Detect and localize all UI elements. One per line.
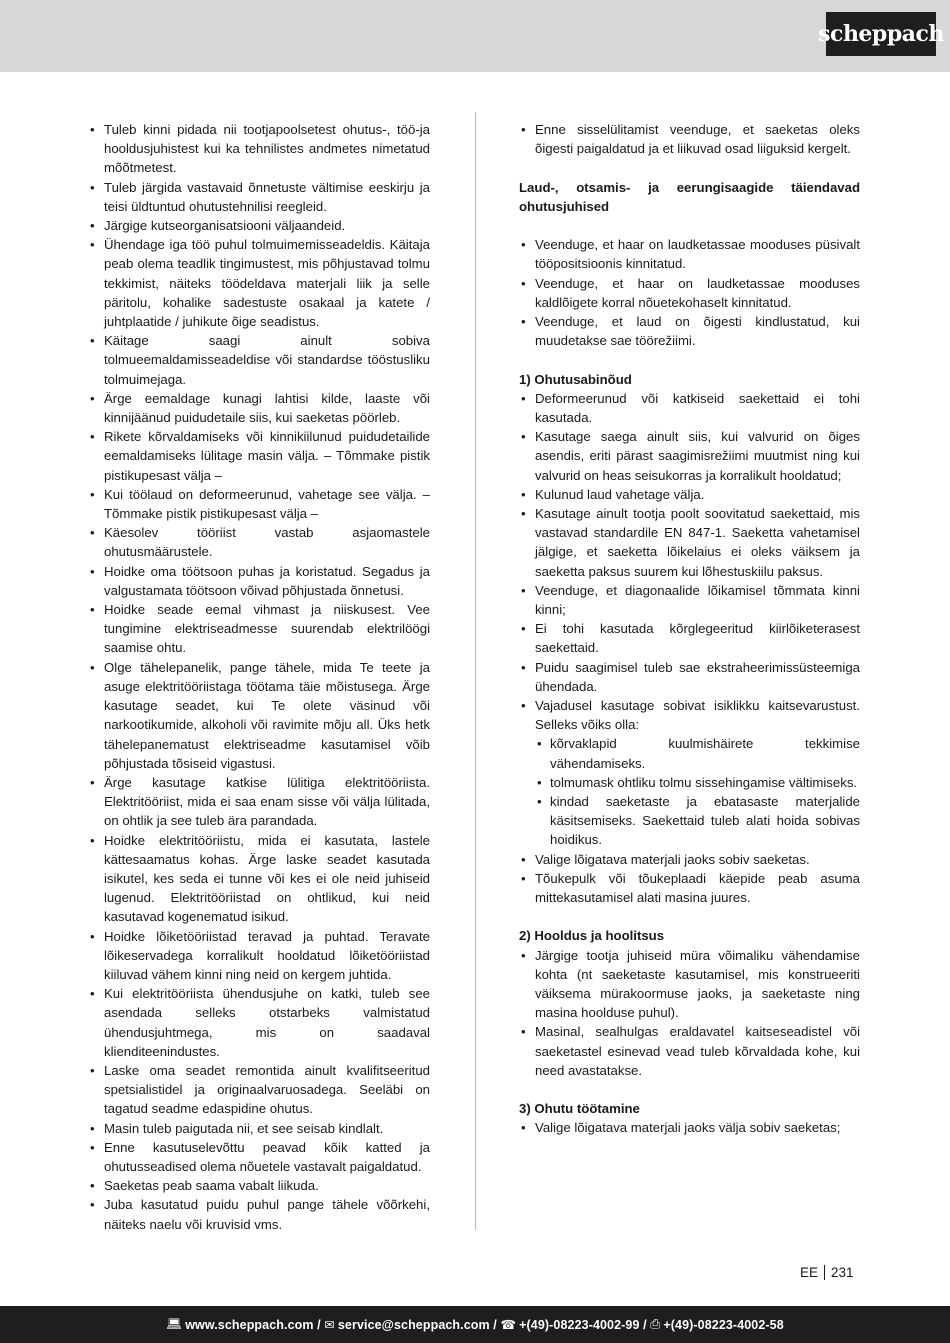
list-item: • Kui elektritööriista ühendusjuhe on katki, tuleb see asendada selleks otstarbeks valmistatud ühendusjuhtmega, mis on saadaval klienditeenindustes. [88,984,430,1061]
left-column [88,120,430,1234]
footer-phone: +(49)-08223-4002-99 / [519,1317,647,1332]
list-item: • Kui töölaud on deformeerunud, vahetage see välja. – Tõmmake pistik pistikupesast välja – [88,485,430,523]
list-item: • Tõukepulk või tõukeplaadi käepide peab asuma mittekasutamisel alati masina juures. [519,869,860,907]
list-item: • Juba kasutatud puidu puhul pange tähele võõrkehi, näiteks naelu või kruvisid vms. [88,1195,430,1233]
additional-bullet-list [519,235,860,350]
list-item: • Tuleb järgida vastavaid õnnetuste vältimise eeskirju ja teisi üldtuntud ohutustehnilisi reegleid. [88,178,430,216]
footer-website[interactable]: www.scheppach.com / [185,1317,321,1332]
list-item: • Ärge eemaldage kunagi lahtisi kilde, laaste või kinnijäänud puidudetaile siis, kui saeketas pöörleb. [88,389,430,427]
list-item: • Puidu saagimisel tuleb sae ekstraheerimissüsteemiga ühendada. [519,658,860,696]
language-code: EE [800,1265,819,1280]
sub-list-item: • tolmumask ohtliku tolmu sissehingamise vältimiseks. [535,773,860,792]
list-item: • Käitage saagi ainult sobiva tolmueemaldamisseadeldise või standardse tööstusliku tolmuimejaga. [88,331,430,389]
left-bullet-list [88,120,430,1234]
footer-fax: +(49)-08223-4002-58 [663,1317,784,1332]
list-item: • Veenduge, et diagonaalide lõikamisel tõmmata kinni kinni; [519,581,860,619]
list-item: • Järgige tootja juhiseid müra võimaliku vähendamise kohta (nt saeketaste kasutamisel, mis konstrueeriti väiksema mürakoormuse jaoks, ja saeketaste ning masina hoolduse puhul). [519,946,860,1023]
list-item: • Hoidke seade eemal vihmast ja niiskusest. Vee tungimine elektriseadmesse suurendab elektrilöögi saamise ohtu. [88,600,430,658]
list-item: • Veenduge, et laud on õigesti kindlustatud, kui muudetakse sae töörežiimi. [519,312,860,350]
list-item: • Ärge kasutage katkise lülitiga elektritööriista. Elektritööriist, mida ei saa enam sisse või välja lülitada, on ohtlik ja see tuleb ära parandada. [88,773,430,831]
section2-heading: 2) Hooldus ja hoolitsus [519,928,665,944]
section2-bullet-list [519,946,860,1080]
section3-heading: 3) Ohutu töötamine [519,1101,640,1117]
scheppach-logo: scheppach [826,12,936,56]
intro-bullet-list [519,120,860,158]
list-item: • Enne kasutuselevõttu peavad kõik katted ja ohutusseadised olema nõuetele vastavalt paigaldatud. [88,1138,430,1176]
section3-bullet-list [519,1118,860,1137]
list-item: • Järgige kutseorganisatsiooni väljaandeid. [88,216,430,235]
list-item: • Kasutage ainult tootja poolt soovitatud saekettaid, mis vastavad standardile EN 847-1. Saeketta vahetamisel jälgige, et saeketta lõikelaius ei oleks väiksem ja saeketta paksus suurem kui lõhestuskiilu paksus. [519,504,860,581]
list-item: • Masin tuleb paigutada nii, et see seisab kindlalt. [88,1119,430,1138]
sub-list-item: • kindad saeketaste ja ebatasaste materjalide käsitsemiseks. Saekettaid tuleb alati hoida sobivas hoidikus. [535,792,860,850]
additional-safety-heading: Laud-, otsamis- ja eerungisaagide täiendavad ohutusjuhised [519,179,860,214]
list-item: • Ei tohi kasutada kõrglegeeritud kiirlõiketerasest saekettaid. [519,619,860,657]
list-item: • Hoidke oma töötsoon puhas ja koristatud. Segadus ja valgustamata töötsoon võivad põhjustada õnnetusi. [88,562,430,600]
fax-icon: ⎙ [650,1317,661,1331]
sub-list-item: • kõrvaklapid kuulmishäirete tekkimise vähendamiseks. [535,734,860,772]
column-divider [475,112,476,1230]
list-item: • Saeketas peab saama vabalt liikuda. [88,1176,430,1195]
list-item: • Olge tähelepanelik, pange tähele, mida Te teete ja asuge elektritööriistaga töötama täie mõistusega. Ärge kasutage seadet, kui Te olete väsinud või narkootikumide, alkoholi või ravimite mõju all. Üks hetk tähelepanematust elektriseadme kasutamisel võib põhjustada tõsiseid vigastusi. [88,658,430,773]
list-item: • Laske oma seadet remontida ainult kvalifitseeritud spetsialistidel ja originaalvaruosadega. Seeläbi on tagatud seadme edaspidine ohutus. [88,1061,430,1119]
list-item: • Valige lõigatava materjali jaoks välja sobiv saeketas; [519,1118,860,1137]
list-item: • Enne sisselülitamist veenduge, et saeketas oleks õigesti paigaldatud ja et liikuvad osad liiguksid kergelt. [519,120,860,158]
list-item: • Kasutage saega ainult siis, kui valvurid on õiges asendis, eriti pärast saagimisrežiimi muutmist ning kui valvurid on heas seisukorras ja korralikult hooldatud; [519,427,860,485]
computer-icon: 💻︎ [166,1317,183,1331]
right-column [519,120,860,1138]
list-item: • Tuleb kinni pidada nii tootjapoolsetest ohutus-, töö-ja hooldusjuhistest kui ka tehnilistes andmetes nimetatud mõõtmetest. [88,120,430,178]
list-item: • Hoidke elektritööriistu, mida ei kasutata, lastele kättesaamatus kohas. Ärge laske seadet kasutada isikutel, kes seda ei tunne või kes ei ole neid juhiseid lugenud. Elektritööriistad on ohtlikud, kui neid kasutavad kogenematud isikud. [88,831,430,927]
section1-bullet-list [519,389,860,907]
list-item: • Valige lõigatava materjali jaoks sobiv saeketas. [519,850,860,869]
footer-bar [0,1306,950,1343]
footer-email[interactable]: service@scheppach.com / [337,1317,497,1332]
section1-heading: 1) Ohutusabinõud [519,371,632,387]
list-item: • Käesolev tööriist vastab asjaomastele ohutusmäärustele. [88,523,430,561]
list-item: • Rikete kõrvaldamiseks või kinnikiilunud puidudetailide eemaldamiseks lülitage masin välja. – Tõmmake pistik pistikupesast välja – [88,427,430,485]
list-item: • Veenduge, et haar on laudketassae mooduses püsivalt tööpositsioonis kinnitatud. [519,235,860,273]
ppe-sub-list [535,734,860,849]
list-item: • Hoidke lõiketööriistad teravad ja puhtad. Teravate lõikeservadega korralikult hooldatud lõiketööriistad kiiluvad vähem kinni ning neid on kergem juhtida. [88,927,430,985]
list-item: • Ühendage iga töö puhul tolmuimemisseadeldis. Käitaja peab olema teadlik tingimustest, mis põhjustavad tolmu tekkimist, näiteks töödeldava materjali liik ja selle päritolu, kohalike sadestuste osakaal ja katete / juhtplaatide / juhikute õige seadistus. [88,235,430,331]
list-item: • Masinal, sealhulgas eraldavatel kaitseseadistel või saeketastel esinevad vead tuleb kõrvaldada kohe, kui need avastatakse. [519,1022,860,1080]
header-band [0,0,950,72]
list-item: • Veenduge, et haar on laudketassae mooduses kaldlõigete korral nõuetekohaselt kinnitatud. [519,274,860,312]
page-number-separator [824,1265,825,1280]
page-number [800,1265,854,1280]
list-item: • Vajadusel kasutage sobivat isiklikku kaitsevarustust. Selleks võiks olla: [519,696,860,734]
page-number-value: 231 [831,1265,854,1280]
list-item: • Deformeerunud või katkiseid saekettaid ei tohi kasutada. [519,389,860,427]
list-item: • Kulunud laud vahetage välja. [519,485,860,504]
phone-icon: ☎︎ [500,1318,517,1332]
mail-icon: ✉︎ [324,1318,335,1332]
sub-list-container [519,734,860,849]
